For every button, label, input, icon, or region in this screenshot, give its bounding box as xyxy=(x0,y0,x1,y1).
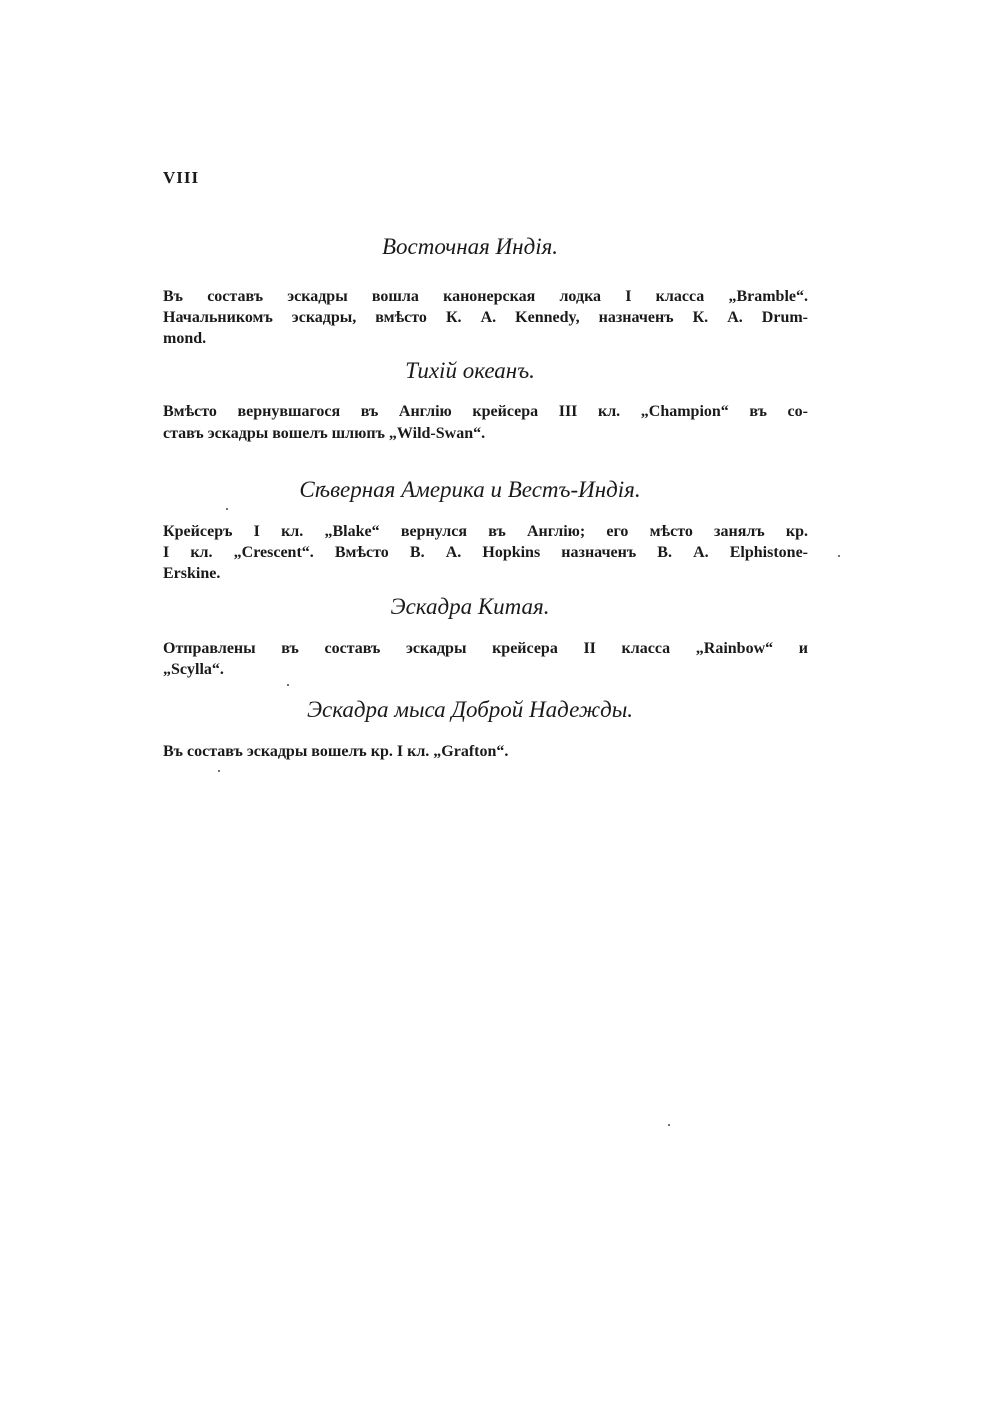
text-line: Erskine. xyxy=(163,565,221,582)
scan-speck xyxy=(838,555,840,557)
section-heading-east-india: Восточная Индія. xyxy=(381,234,559,259)
section-heading-pacific: Тихій океанъ. xyxy=(405,358,535,383)
page-number: VIII xyxy=(163,168,200,187)
text-line: Отправлены въ составъ эскадры крейсера II класса „Rainbow“ и xyxy=(163,640,808,657)
text-line: mond. xyxy=(163,330,207,347)
text-line: I кл. „Crescent“. Вмѣсто В. А. Hopkins назначенъ В. А. Elphistone- xyxy=(163,544,808,561)
scan-speck xyxy=(287,684,289,686)
text-line: Крейсеръ I кл. „Blake“ вернулся въ Англію; его мѣсто занялъ кр. xyxy=(163,523,808,540)
scan-speck xyxy=(668,1124,670,1126)
scan-speck xyxy=(226,508,228,510)
section-heading-north-america: Сѣверная Америка и Вестъ-Индія. xyxy=(299,477,641,502)
section-heading-china: Эскадра Китая. xyxy=(390,594,550,619)
text-line: Въ составъ эскадры вошелъ кр. I кл. „Grafton“. xyxy=(163,743,509,760)
text-line: Вмѣсто вернувшагося въ Англію крейсера III кл. „Champion“ въ со- xyxy=(163,403,808,420)
text-line: Начальникомъ эскадры, вмѣсто К. А. Kennedy, назначенъ К. А. Drum- xyxy=(163,309,808,326)
text-line: ставъ эскадры вошелъ шлюпъ „Wild-Swan“. xyxy=(163,425,486,442)
text-line: Въ составъ эскадры вошла канонерская лодка I класса „Bramble“. xyxy=(163,288,808,305)
scan-speck xyxy=(218,770,220,772)
section-heading-cape: Эскадра мыса Доброй Надежды. xyxy=(306,697,634,722)
text-line: „Scylla“. xyxy=(163,661,224,678)
